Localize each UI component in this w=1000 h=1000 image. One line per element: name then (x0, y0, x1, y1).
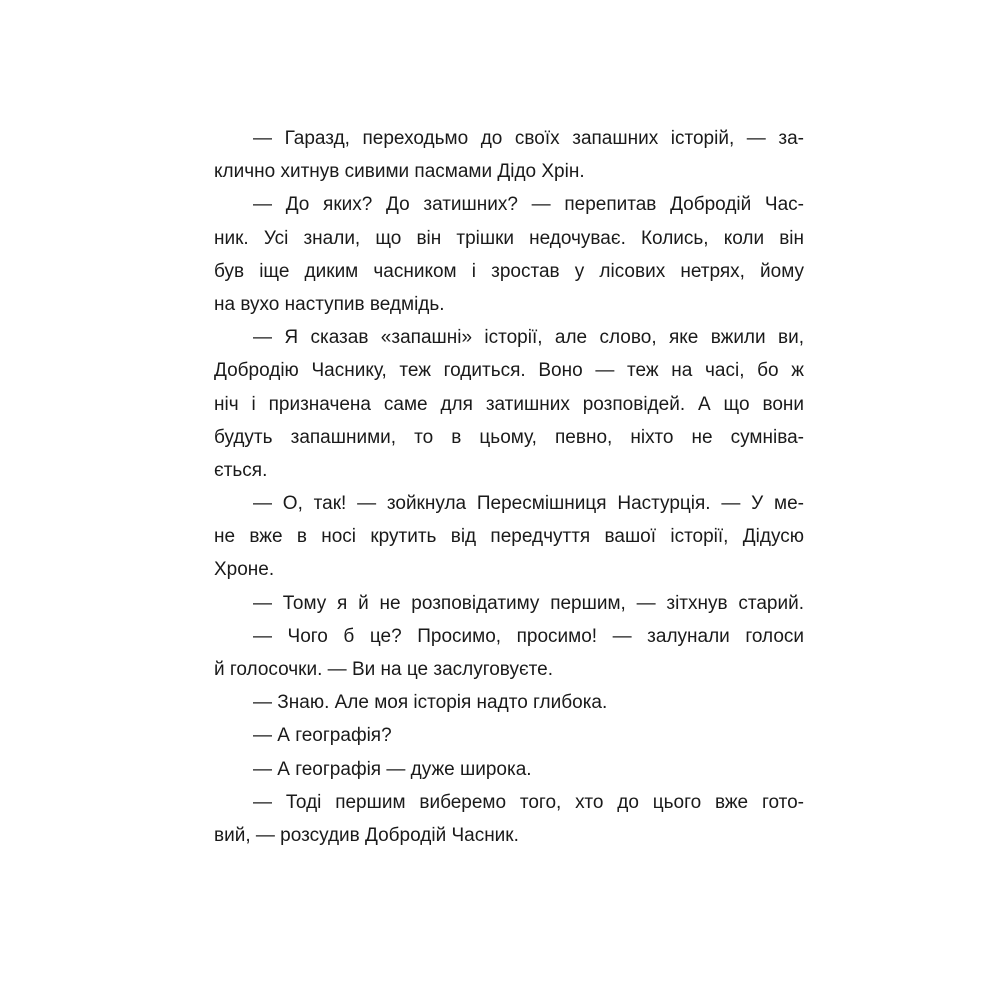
text-line: Добродію Часнику, теж годиться. Воно — теж на часі, бо ж (214, 360, 804, 382)
text-line: — До яких? До затишних? — перепитав Добродій Час- (253, 194, 804, 216)
text-line: був іще диким часником і зростав у лісових нетрях, йому (214, 260, 804, 282)
text-line: — А географія? (253, 725, 392, 747)
text-line: на вухо наступив ведмідь. (214, 293, 445, 315)
text-line: ник. Усі знали, що він трішки недочуває. Колись, коли він (214, 227, 804, 249)
text-line: ніч і призначена саме для затишних розповідей. А що вони (214, 393, 804, 415)
text-line: не вже в носі крутить від передчуття вашої історії, Дідусю (214, 526, 804, 548)
body-text (214, 122, 804, 852)
text-line: — Знаю. Але моя історія надто глибока. (253, 692, 608, 714)
text-line: — А географія — дуже широка. (253, 758, 532, 780)
text-line: — Тоді першим виберемо того, хто до цього вже гото- (253, 791, 804, 813)
text-line: ється. (214, 459, 268, 481)
text-line: клично хитнув сивими пасмами Дідо Хрін. (214, 161, 585, 183)
text-line: — Я сказав «запашні» історії, але слово, яке вжили ви, (253, 327, 804, 349)
text-line: — Гаразд, переходьмо до своїх запашних історій, — за- (253, 128, 804, 149)
text-line: будуть запашними, то в цьому, певно, ніхто не сумніва- (214, 426, 804, 448)
text-line: вий, — розсудив Добродій Часник. (214, 824, 519, 846)
text-line: й голосочки. — Ви на це заслуговуєте. (214, 659, 554, 680)
text-line: Хроне. (214, 559, 275, 581)
text-line: — Тому я й не розповідатиму першим, — зітхнув старий. (253, 592, 804, 614)
text-line: — О, так! — зойкнула Пересмішниця Настурція. — У ме- (253, 493, 804, 515)
text-line: — Чого б це? Просимо, просимо! — залунали голоси (253, 625, 804, 647)
